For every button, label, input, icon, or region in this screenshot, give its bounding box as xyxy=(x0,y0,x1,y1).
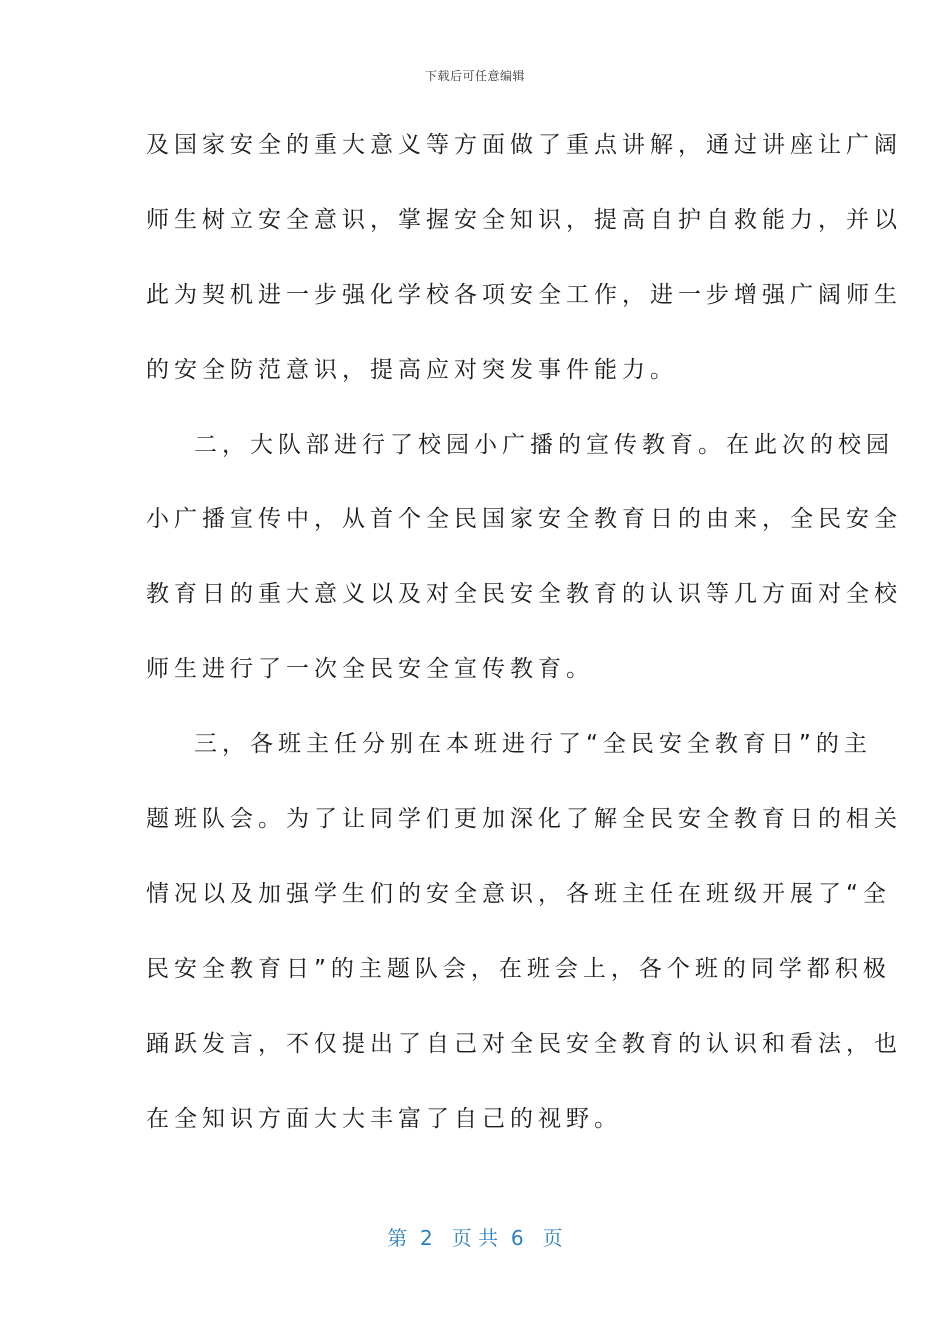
body-line-10: 题班队会。为了让同学们更加深化了解全民安全教育日的相关 xyxy=(146,806,902,833)
body-line-12: 民安全教育日”的主题队会，在班会上，各个班的同学都积极 xyxy=(146,955,891,982)
body-line-9: 三，各班主任分别在本班进行了“全民安全教育日”的主 xyxy=(194,731,872,758)
body-line-1: 及国家安全的重大意义等方面做了重点讲解，通过讲座让广阔 xyxy=(146,132,902,158)
body-line-13: 踊跃发言，不仅提出了自己对全民安全教育的认识和看法，也 xyxy=(146,1030,902,1057)
body-line-8: 师生进行了一次全民安全宣传教育。 xyxy=(146,656,594,683)
body-line-2: 师生树立安全意识，掌握安全知识，提高自护自救能力，并以 xyxy=(146,206,902,233)
document-body xyxy=(146,122,902,1170)
body-line-11: 情况以及加强学生们的安全意识，各班主任在班级开展了“全 xyxy=(146,880,891,907)
body-line-14: 在全知识方面大大丰富了自己的视野。 xyxy=(146,1105,622,1132)
page-header: 下载后可任意编辑 xyxy=(424,69,525,83)
body-line-4: 的安全防范意识，提高应对突发事件能力。 xyxy=(146,356,678,383)
body-line-5: 二，大队部进行了校园小广播的宣传教育。在此次的校园 xyxy=(194,431,894,458)
body-line-7: 教育日的重大意义以及对全民安全教育的认识等几方面对全校 xyxy=(146,581,902,608)
body-line-3: 此为契机进一步强化学校各项安全工作，进一步增强广阔师生 xyxy=(146,281,902,308)
page-number-footer: 第 2 页 共 6 页 xyxy=(387,1226,563,1250)
body-line-6: 小广播宣传中，从首个全民国家安全教育日的由来，全民安全 xyxy=(146,506,902,533)
